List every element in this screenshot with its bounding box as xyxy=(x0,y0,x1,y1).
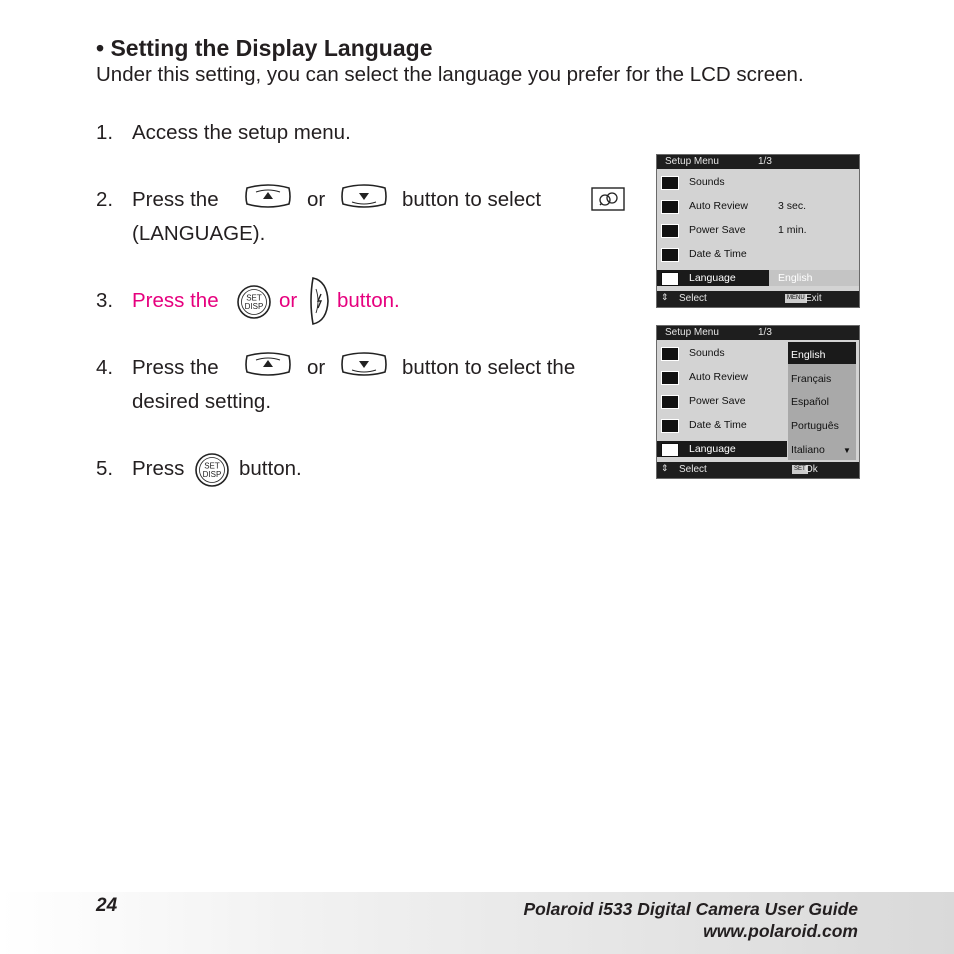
sounds-icon xyxy=(661,176,679,190)
footer-title: Polaroid i533 Digital Camera User Guide xyxy=(523,899,858,919)
lcd-exit-label: Exit xyxy=(805,293,822,304)
lcd-title: Setup Menu xyxy=(665,156,719,167)
menu-key-icon: MENU xyxy=(787,295,805,301)
intro-paragraph: Under this setting, you can select the language you prefer for the LCD screen. xyxy=(96,63,804,86)
row-label: Date & Time xyxy=(689,248,747,260)
lcd-ok-label: Ok xyxy=(805,464,818,475)
language-icon xyxy=(591,187,625,217)
power-save-icon xyxy=(661,224,679,238)
step-3-press-the: Press the xyxy=(132,289,219,312)
step-3-number: 3. xyxy=(96,289,114,312)
option-italiano[interactable]: Italiano xyxy=(791,444,825,456)
set-disp-button-icon xyxy=(236,284,272,326)
row-value: English xyxy=(778,272,813,284)
row-label: Date & Time xyxy=(689,419,747,431)
lcd-title: Setup Menu xyxy=(665,327,719,338)
lcd-select-label: Select xyxy=(679,293,707,304)
lcd-titlebar xyxy=(657,326,859,340)
down-button-icon xyxy=(340,352,388,384)
lcd-row-sounds xyxy=(657,342,787,366)
lcd-row-power-save xyxy=(657,219,859,243)
step-4-number: 4. xyxy=(96,356,114,379)
step-2 xyxy=(96,188,626,258)
disp-label: DISP xyxy=(244,302,264,311)
set-label: SET xyxy=(204,461,220,471)
language-options-list xyxy=(788,342,856,460)
footer-guide xyxy=(523,898,858,942)
lcd-row-date-time xyxy=(657,243,859,267)
scroll-down-icon: ▼ xyxy=(843,446,851,455)
row-label: Auto Review xyxy=(689,200,748,212)
step-2-language: (LANGUAGE). xyxy=(132,222,266,245)
step-1-number: 1. xyxy=(96,121,114,144)
step-4-press-the: Press the xyxy=(132,356,219,379)
lcd-select-label: Select xyxy=(679,464,707,475)
step-5 xyxy=(96,457,396,497)
step-5-button: button. xyxy=(239,457,302,480)
option-espanol[interactable]: Español xyxy=(791,396,829,408)
step-1-text: Access the setup menu. xyxy=(132,121,351,144)
row-value: 1 min. xyxy=(778,224,807,236)
row-label: Sounds xyxy=(689,347,725,359)
down-button-icon xyxy=(340,184,388,216)
disp-label: DISP xyxy=(202,470,222,479)
option-francais[interactable]: Français xyxy=(791,373,832,385)
lcd-row-power-save xyxy=(657,390,787,414)
footer-url[interactable]: www.polaroid.com xyxy=(703,921,858,941)
set-disp-button-icon xyxy=(194,452,230,494)
step-4-desired: desired setting. xyxy=(132,390,272,413)
lcd-page: 1/3 xyxy=(758,156,772,167)
set-label: SET xyxy=(246,293,262,303)
up-down-icon: ⇕ xyxy=(661,292,669,302)
step-2-number: 2. xyxy=(96,188,114,211)
auto-review-icon xyxy=(661,371,679,385)
up-down-icon: ⇕ xyxy=(661,463,669,473)
auto-review-icon xyxy=(661,200,679,214)
row-label: Sounds xyxy=(689,176,725,188)
lcd-row-sounds xyxy=(657,171,859,195)
step-4-button-to-select: button to select the xyxy=(402,356,576,379)
page-number: 24 xyxy=(96,895,118,916)
row-value: 3 sec. xyxy=(778,200,807,212)
option-english[interactable]: English xyxy=(791,349,826,361)
step-4-or: or xyxy=(307,356,326,379)
right-flash-button-icon xyxy=(307,275,331,333)
step-2-button-to-select: button to select xyxy=(402,188,542,211)
lcd-row-language xyxy=(657,267,859,291)
language-icon xyxy=(661,272,679,286)
step-2-press-the: Press the xyxy=(132,188,219,211)
step-3-or: or xyxy=(279,289,298,312)
lcd-row-language xyxy=(657,438,787,462)
lcd-page: 1/3 xyxy=(758,327,772,338)
lcd-row-date-time xyxy=(657,414,787,438)
option-portugues[interactable]: Português xyxy=(791,420,839,432)
step-4 xyxy=(96,356,626,426)
lcd-row-auto-review xyxy=(657,195,859,219)
row-label: Language xyxy=(689,443,736,455)
language-icon xyxy=(661,443,679,457)
row-label: Language xyxy=(689,272,736,284)
lcd-screen-setup-menu xyxy=(656,154,860,308)
lcd-menu-list xyxy=(657,340,859,462)
row-label: Power Save xyxy=(689,224,746,236)
step-2-or: or xyxy=(307,188,326,211)
date-time-icon xyxy=(661,248,679,262)
lcd-row-auto-review xyxy=(657,366,787,390)
power-save-icon xyxy=(661,395,679,409)
step-5-press: Press xyxy=(132,457,185,480)
date-time-icon xyxy=(661,419,679,433)
set-key-icon: SET xyxy=(794,466,806,472)
lcd-titlebar xyxy=(657,155,859,169)
step-3 xyxy=(96,289,496,329)
step-3-button: button. xyxy=(337,289,400,312)
row-label: Power Save xyxy=(689,395,746,407)
lcd-screen-language-options xyxy=(656,325,860,479)
section-heading: • Setting the Display Language xyxy=(96,35,433,61)
lcd-bottombar xyxy=(657,462,859,478)
sounds-icon xyxy=(661,347,679,361)
row-label: Auto Review xyxy=(689,371,748,383)
up-button-icon xyxy=(244,352,292,384)
up-button-icon xyxy=(244,184,292,216)
lcd-bottombar xyxy=(657,291,859,307)
lcd-menu-list xyxy=(657,169,859,291)
step-1 xyxy=(96,121,351,145)
step-5-number: 5. xyxy=(96,457,114,480)
